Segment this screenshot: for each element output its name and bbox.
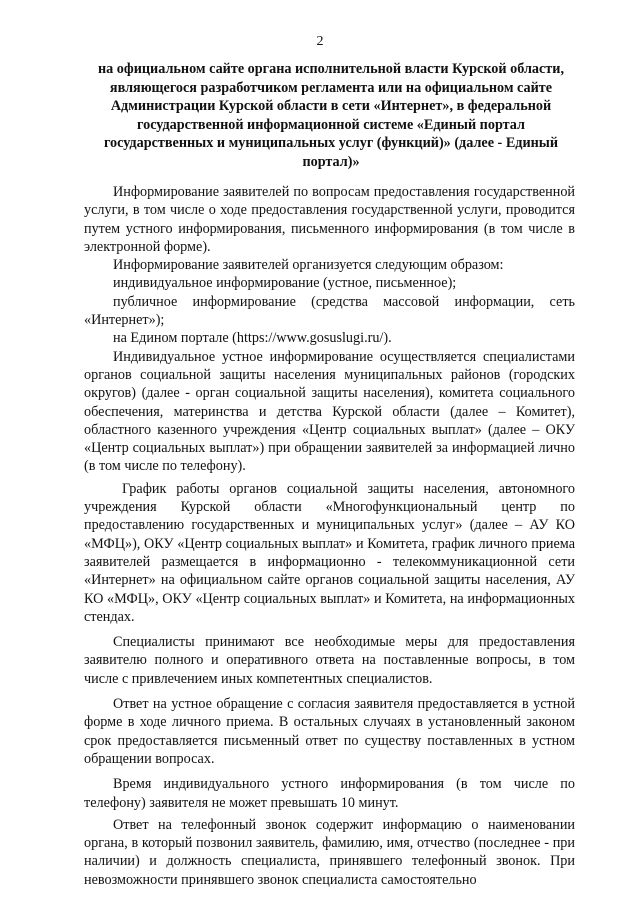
- paragraph-individual-informing: индивидуальное информирование (устное, письменное);: [113, 275, 457, 292]
- paragraph-phone-call-answer: Ответ на телефонный звонок содержит информацию о наименовании органа, в который позвонил заявитель, фамилию, имя, отчество (последнее - при наличии) и должность специалиста, принявшего телефонный звонок. При невозможности принявшего звонок специалиста самостоятельно: [84, 816, 575, 888]
- paragraph-public-informing: публичное информирование (средства массовой информации, сеть «Интернет»);: [84, 293, 575, 329]
- document-body: [84, 183, 575, 889]
- paragraph-oral-appeal-answer: Ответ на устное обращение с согласия заявителя предоставляется в устной форме в ходе личного приема. В остальных случаях в установленный законом срок предоставляется письменный ответ по существу поставленных в устном обращении вопросах.: [84, 696, 575, 767]
- page-number: 2: [316, 34, 324, 49]
- paragraph-work-schedule: График работы органов социальной защиты населения, автономного учреждения Курской области «Многофункциональный центр по предоставлению государственных и муниципальных услуг» (далее – АУ КО «МФЦ»), ОКУ «Центр социальных выплат» и Комитета, график личного приема заявителей размещается в информационно - телекоммуникационной сети «Интернет» на официальном сайте органов социальной защиты населения, АУ КО «МФЦ», ОКУ «Центр социальных выплат» и Комитета, на информационных стендах.: [84, 480, 575, 625]
- section-heading: на официальном сайте органа исполнительной власти Курской области, являющегося разработчиком регламента или на официальном сайте Администрации Курской области в сети «Интернет», в федеральной государственной информационной системе «Единый портал государственных и муниципальных услуг (функций)» (далее - Единый портал)»: [97, 61, 564, 170]
- paragraph-unified-portal: на Едином портале (https://www.gosuslugi.ru/).: [113, 330, 392, 347]
- paragraph-informing-organization: Информирование заявителей организуется следующим образом:: [113, 257, 504, 274]
- paragraph-specialists: Специалисты принимают все необходимые меры для предоставления заявителю полного и оперативного ответа на поставленные вопросы, в том числе с привлечением иных компетентных специалистов.: [84, 634, 575, 687]
- paragraph-oral-informing: Индивидуальное устное информирование осуществляется специалистами органов социальной защиты населения муниципальных районов (городских округов) (далее - орган социальной защиты населения), комитета социального обеспечения, материнства и детства Курской области (далее – Комитет), областного казенного учреждения «Центр социальных выплат» (далее – ОКУ «Центр социальных выплат») при обращении заявителей за информацией лично (в том числе по телефону).: [84, 348, 575, 475]
- paragraph-informing-overview: Информирование заявителей по вопросам предоставления государственной услуги, в том числе о ходе предоставления государственной услуги, проводится путем устного информирования, письменного информирования (в том числе в электронной форме).: [84, 184, 575, 255]
- paragraph-informing-time: Время индивидуального устного информирования (в том числе по телефону) заявителя не может превышать 10 минут.: [84, 776, 575, 811]
